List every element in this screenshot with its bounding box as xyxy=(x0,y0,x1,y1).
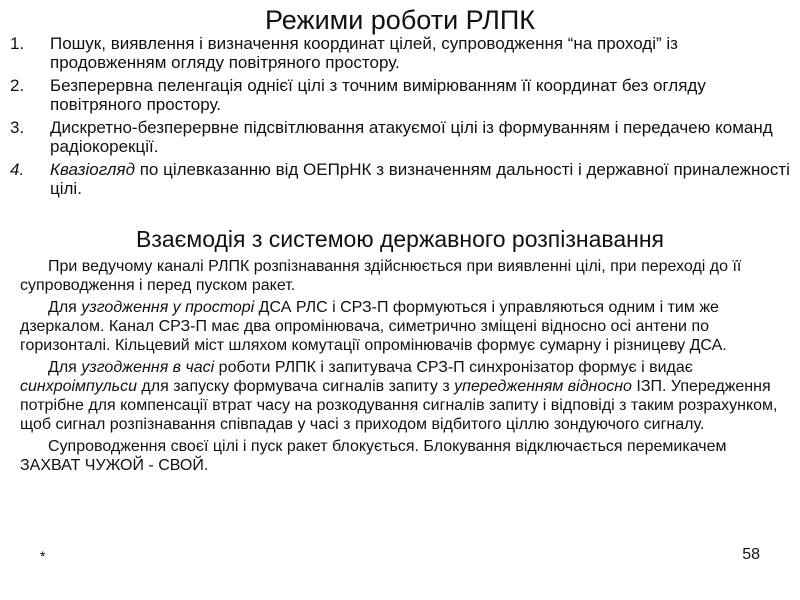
list-item xyxy=(10,160,790,198)
list-item-text: Пошук, виявлення і визначення координат цілей, супроводження “на проході” із продовженням огляду повітряного простору. xyxy=(50,34,678,72)
list-item xyxy=(10,118,790,156)
p3-text: Для xyxy=(48,359,82,376)
p2-text: Для xyxy=(48,299,82,316)
list-item-text: по цілевказанню від ОЕПрНК з визначенням дальності і державної приналежності цілі. xyxy=(50,160,790,198)
paragraph-3 xyxy=(20,358,790,434)
p3-emphasis: узгодження в часі xyxy=(81,359,215,376)
p3-emphasis: упередженням відносно xyxy=(454,378,632,395)
p3-emphasis: синхроімпульси xyxy=(20,378,137,395)
list-item-text: Безперервна пеленгація однієї цілі з точним вимірюванням її координат без огляду повітряного простору. xyxy=(50,76,706,114)
section-subtitle: Взаємодія з системою державного розпізнавання xyxy=(135,226,665,252)
p2-emphasis: узгодження у просторі xyxy=(81,299,255,316)
paragraph-4: Супроводження своєї цілі і пуск ракет блокується. Блокування відключається перемикачем ЗАХВАТ ЧУЖОЙ - СВОЙ. xyxy=(20,438,727,474)
list-item-text: Дискретно-безперервне підсвітлювання атакуємої цілі із формуванням і передачею команд радіокорекції. xyxy=(50,118,773,156)
page-number: 58 xyxy=(742,546,760,563)
p3-text: роботи РЛПК і запитувача СРЗ-П синхронізатор формує і видає xyxy=(214,359,693,376)
p2-text: ДСА РЛС і СРЗ-П формуються і управляються одним і тим же дзеркалом. Канал СРЗ-П має два опромінювача, симетрично зміщені відносно осі антени по горизонталі. Кільцевий міст шляхом комутації опромінювачів формує сумарну і різницеву ДСА. xyxy=(20,299,727,354)
modes-list xyxy=(10,34,790,202)
list-number: 2. xyxy=(10,76,25,95)
paragraph-1: При ведучому каналі РЛПК розпізнавання здійснюється при виявленні цілі, при переході до її супроводження і перед пуском ракет. xyxy=(20,258,742,294)
footer-marker: * xyxy=(40,548,46,564)
list-number: 3. xyxy=(10,118,25,137)
p3-text: ІЗП. Упередження потрібне для компенсації втрат часу на розкодування сигналів запиту і відповіді з таким розрахунком, щоб сигнал розпізнавання співпадав у часі з приходом відбитого ціллю зондуючого сигналу. xyxy=(20,378,778,433)
list-item xyxy=(10,76,790,114)
list-number: 4. xyxy=(10,160,25,179)
section-body xyxy=(20,257,790,478)
slide-title: Режими роботи РЛПК xyxy=(264,5,536,35)
list-number: 1. xyxy=(10,34,25,53)
list-item-lead: Квазіогляд xyxy=(50,160,135,179)
paragraph-2 xyxy=(20,298,790,355)
list-item xyxy=(10,34,790,72)
p3-text: для запуску формувача сигналів запиту з xyxy=(136,378,455,395)
